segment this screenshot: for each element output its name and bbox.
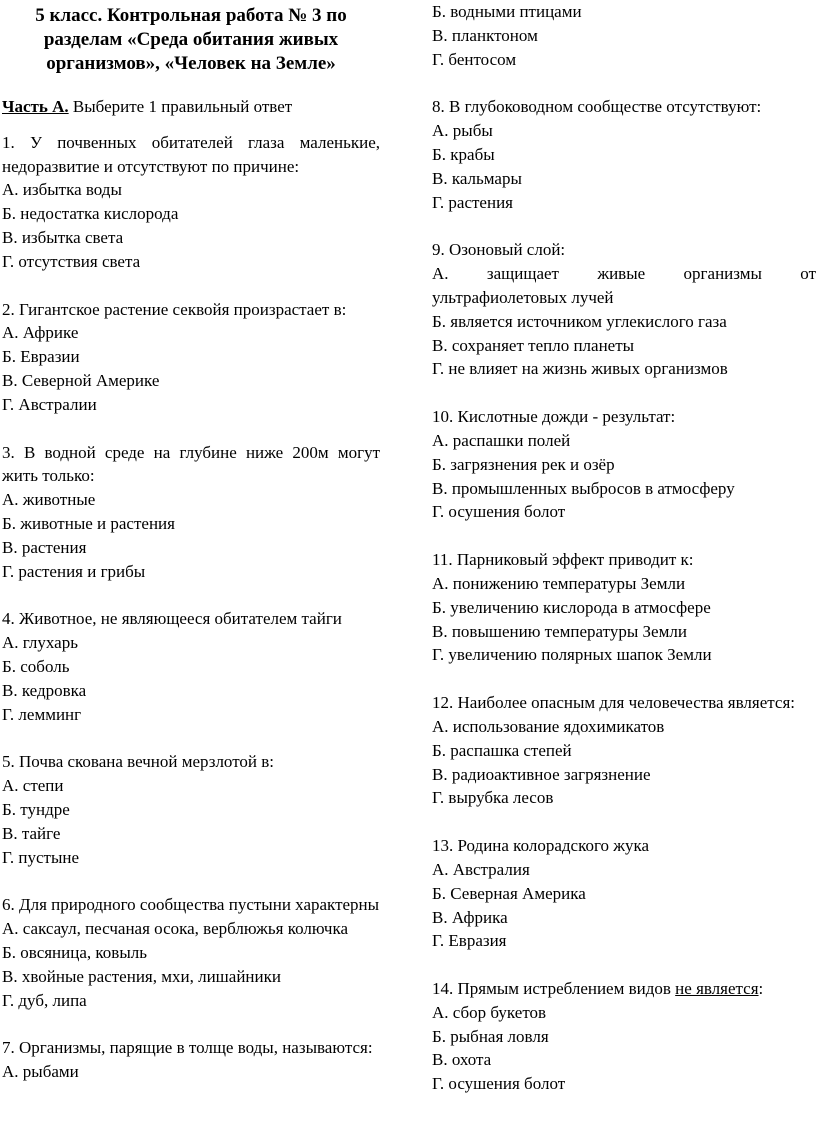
question-9: 9. Озоновый слой: А. защищает живые организмы от ультрафиолетовых лучей Б. является источником углекислого газа В. сохраняет тепло планеты Г. не влияет на жизнь живых организмов — [432, 238, 816, 381]
answer-option: Б. Северная Америка — [432, 883, 586, 903]
question-7-continued — [432, 0, 816, 71]
answer-option: Б. животные и растения — [2, 513, 175, 533]
part-heading: Часть А. Выберите 1 правильный ответ — [2, 97, 293, 116]
answer-option: Г. не влияет на жизнь живых организмов — [432, 359, 728, 379]
answer-option: Б. распашка степей — [432, 740, 572, 760]
answer-option: А. животные — [2, 490, 96, 510]
answer-option: Б. является источником углекислого газа — [432, 311, 727, 331]
answer-option: Г. пустыне — [2, 847, 80, 867]
answer-option: Г. дуб, липа — [2, 990, 87, 1010]
question-12: 12. Наиболее опасным для человечества является: А. использование ядохимикатов Б. распашка степей В. радиоактивное загрязнение Г. вырубка лесов — [432, 691, 816, 810]
answer-option: Б. недостатка кислорода — [2, 204, 179, 224]
answer-option: А. использование ядохимикатов — [432, 716, 665, 736]
answer-option: А. саксаул, песчаная осока, верблюжья колючка — [2, 919, 349, 939]
answer-option: В. тайге — [2, 823, 61, 843]
question-11: 11. Парниковый эффект приводит к: А. понижению температуры Земли Б. увеличению кислорода в атмосфере В. повышению температуры Земли Г. увеличению полярных шапок Земли — [432, 548, 816, 667]
question-2: 2. Гигантское растение секвойя произрастает в: А. Африке Б. Евразии В. Северной Америке Г. Австралии — [2, 298, 380, 417]
answer-option: В. промышленных выбросов в атмосферу — [432, 478, 735, 498]
question-14: 14. Прямым истреблением видов не является: А. сбор букетов Б. рыбная ловля В. охота Г. осушения болот — [432, 977, 816, 1096]
answer-option: Б. рыбная ловля — [432, 1026, 549, 1046]
answer-option: А. глухарь — [2, 633, 78, 653]
answer-option: В. хвойные растения, мхи, лишайники — [2, 966, 281, 986]
answer-option: В. сохраняет тепло планеты — [432, 335, 635, 355]
question-7: 7. Организмы, парящие в толще воды, называются: А. рыбами — [2, 1036, 380, 1084]
answer-option: Г. осушения болот — [432, 1074, 566, 1094]
page-title: 5 класс. Контрольная работа № 3 по разделам «Среда обитания живых организмов», «Человек на Земле» — [35, 5, 347, 74]
question-13: 13. Родина колорадского жука А. Австралия Б. Северная Америка В. Африка Г. Евразия — [432, 834, 816, 953]
answer-option: В. охота — [432, 1050, 492, 1070]
answer-option: Г. бентосом — [432, 49, 517, 69]
answer-option: А. Африке — [2, 323, 79, 343]
question-8: 8. В глубоководном сообществе отсутствуют: А. рыбы Б. крабы В. кальмары Г. растения — [432, 95, 816, 214]
answer-option: В. повышению температуры Земли — [432, 621, 687, 641]
answer-option: В. кальмары — [432, 168, 522, 188]
question-5: 5. Почва скована вечной мерзлотой в: А. степи Б. тундре В. тайге Г. пустыне — [2, 750, 380, 869]
answer-option: Б. Евразии — [2, 347, 80, 367]
answer-option: В. растения — [2, 537, 87, 557]
answer-option: А. понижению температуры Земли — [432, 573, 686, 593]
answer-option: В. радиоактивное загрязнение — [432, 764, 651, 784]
answer-option: Г. Евразия — [432, 931, 507, 951]
answer-option: А. рыбы — [432, 121, 493, 141]
answer-option: В. Африка — [432, 907, 508, 927]
answer-option: Г. лемминг — [2, 704, 82, 724]
answer-option: В. планктоном — [432, 25, 538, 45]
answer-option: Г. отсутствия света — [2, 251, 141, 271]
question-3: 3. В водной среде на глубине ниже 200м могут жить только: А. животные Б. животные и растения В. растения Г. растения и грибы — [2, 441, 380, 584]
answer-option: Г. вырубка лесов — [432, 788, 554, 808]
answer-option: Б. водными птицами — [432, 2, 582, 21]
answer-option: Б. загрязнения рек и озёр — [432, 454, 615, 474]
question-6: 6. Для природного сообщества пустыни характерны А. саксаул, песчаная осока, верблюжья колючка Б. овсяница, ковыль В. хвойные растения, мхи, лишайники Г. дуб, липа — [2, 893, 380, 1012]
answer-option: Г. осушения болот — [432, 502, 566, 522]
answer-option: Г. растения и грибы — [2, 561, 146, 581]
answer-option: А. распашки полей — [432, 430, 571, 450]
answer-option: Б. соболь — [2, 656, 70, 676]
question-4: 4. Животное, не являющееся обитателем тайги А. глухарь Б. соболь В. кедровка Г. лемминг — [2, 607, 380, 726]
answer-option: А. сбор букетов — [432, 1002, 547, 1022]
left-column — [2, 0, 380, 1108]
question-10: 10. Кислотные дожди - результат: А. распашки полей Б. загрязнения рек и озёр В. промышленных выбросов в атмосферу Г. осушения болот — [432, 405, 816, 524]
answer-option: А. избытка воды — [2, 180, 122, 200]
question-1: 1. У почвенных обитателей глаза маленькие, недоразвитие и отсутствуют по причине: А. избытка воды Б. недостатка кислорода В. избытка света Г. отсутствия света — [2, 131, 380, 274]
right-column — [432, 0, 816, 1120]
answer-option: Г. увеличению полярных шапок Земли — [432, 645, 712, 665]
answer-option: В. избытка света — [2, 227, 124, 247]
answer-option: В. кедровка — [2, 680, 87, 700]
answer-option: Б. крабы — [432, 144, 495, 164]
answer-option: Г. растения — [432, 192, 513, 212]
answer-option: А. защищает живые организмы от ультрафиолетовых лучей — [432, 264, 816, 307]
answer-option: А. рыбами — [2, 1062, 79, 1082]
answer-option: А. степи — [2, 776, 64, 796]
answer-option: Г. Австралии — [2, 394, 97, 414]
answer-option: Б. увеличению кислорода в атмосфере — [432, 597, 711, 617]
answer-option: Б. тундре — [2, 799, 70, 819]
answer-option: А. Австралия — [432, 859, 530, 879]
answer-option: Б. овсяница, ковыль — [2, 942, 147, 962]
answer-option: В. Северной Америке — [2, 370, 160, 390]
